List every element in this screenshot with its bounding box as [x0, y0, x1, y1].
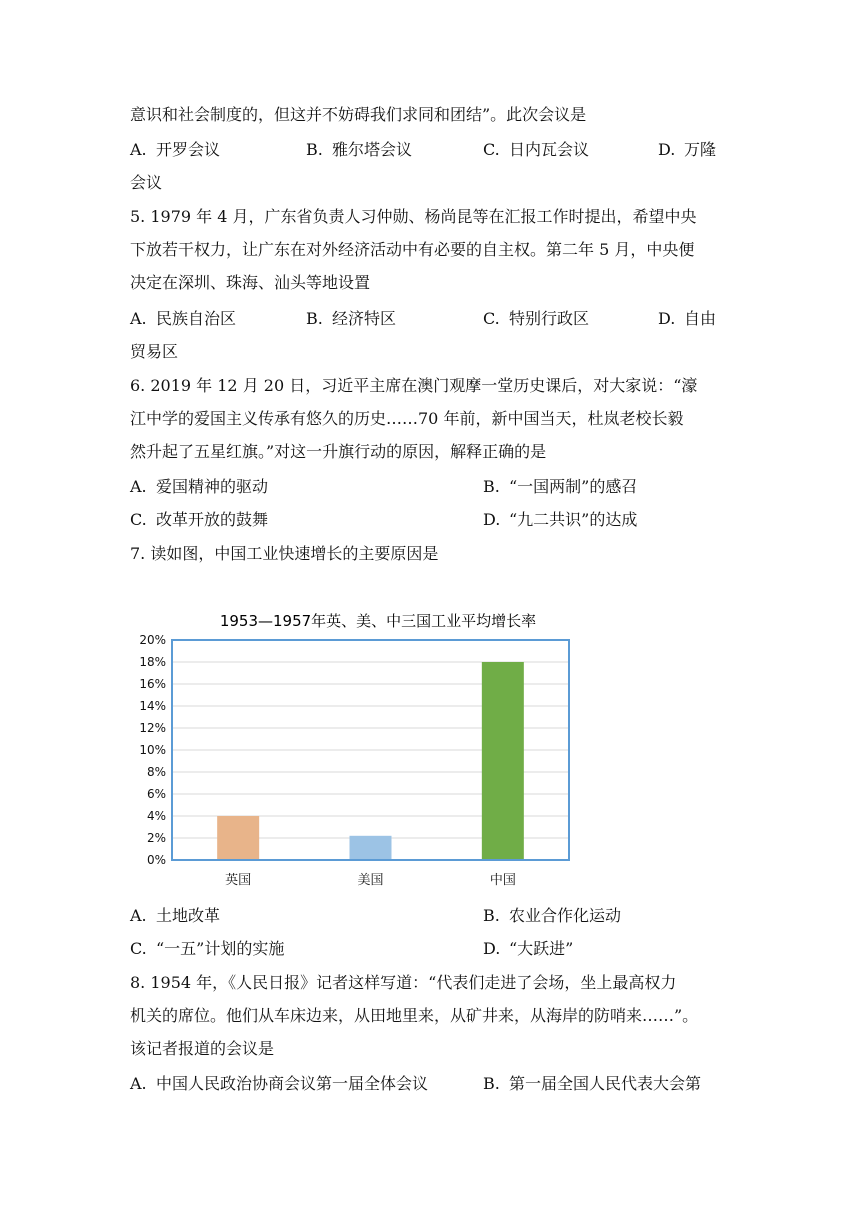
q5-option-d[interactable]	[658, 309, 716, 329]
option-text: “一国两制”的感召	[509, 477, 638, 496]
option-text: “一五”计划的实施	[156, 939, 285, 958]
q6-stem-line: 然升起了五星红旗。”对这一升旗行动的原因，解释正确的是	[130, 442, 547, 461]
q7-stem: 7. 读如图，中国工业快速增长的主要原因是	[130, 544, 439, 563]
q4-option-c[interactable]	[483, 140, 589, 160]
q8-stem-line: 该记者报道的会议是	[130, 1039, 275, 1058]
option-key: B.	[483, 1074, 500, 1093]
option-text: 第一届全国人民代表大会第	[509, 1074, 702, 1093]
chart-x-categories	[225, 872, 516, 888]
option-text: 开罗会议	[156, 140, 221, 159]
y-tick-label: 2%	[146, 831, 166, 845]
option-text: 自由	[684, 309, 717, 328]
q8-option-a[interactable]	[130, 1074, 428, 1094]
q4-stem-line: 意识和社会制度的，但这并不妨碍我们求同和团结”。此次会议是	[130, 105, 587, 124]
bar-2	[482, 662, 524, 860]
option-text: 特别行政区	[509, 309, 590, 328]
option-key: A.	[130, 309, 147, 328]
option-key: A.	[130, 1074, 147, 1093]
q5-stem-line: 5. 1979 年 4 月，广东省负责人习仲勋、杨尚昆等在汇报工作时提出，希望中央	[130, 207, 697, 226]
chart-svg	[128, 604, 588, 894]
q6-option-a[interactable]	[130, 477, 268, 497]
q4-option-d[interactable]	[658, 140, 716, 160]
q6-stem-line: 江中学的爱国主义传承有悠久的历史……70 年前，新中国当天，杜岚老校长毅	[130, 409, 684, 428]
option-key: B.	[306, 140, 323, 159]
option-text: 土地改革	[156, 906, 221, 925]
option-key: B.	[483, 477, 500, 496]
x-category-label: 美国	[357, 873, 384, 888]
y-tick-label: 6%	[146, 787, 166, 801]
y-tick-label: 10%	[139, 743, 166, 757]
q5-option-a[interactable]	[130, 309, 236, 329]
q6-option-d[interactable]	[483, 510, 637, 530]
y-tick-label: 8%	[146, 765, 166, 779]
chart-title: 1953—1957年英、美、中三国工业平均增长率	[219, 612, 537, 630]
option-text: 民族自治区	[156, 309, 237, 328]
option-text: 农业合作化运动	[509, 906, 622, 925]
q7-option-d[interactable]	[483, 939, 573, 959]
option-key: C.	[483, 140, 500, 159]
bar-1	[350, 836, 392, 860]
q6-stem-line: 6. 2019 年 12 月 20 日，习近平主席在澳门观摩一堂历史课后，对大家说：“濠	[130, 376, 698, 395]
q5-option-b[interactable]	[306, 309, 396, 329]
y-tick-label: 14%	[139, 699, 166, 713]
y-tick-label: 12%	[139, 721, 166, 735]
chart-bars	[217, 662, 524, 860]
q4-option-b[interactable]	[306, 140, 412, 160]
q4-option-a[interactable]	[130, 140, 220, 160]
option-text: 改革开放的鼓舞	[156, 510, 269, 529]
q5-stem-line: 下放若干权力，让广东在对外经济活动中有必要的自主权。第二年 5 月，中央便	[130, 240, 695, 259]
chart-y-ticks	[139, 633, 166, 867]
option-key: A.	[130, 477, 147, 496]
option-key: D.	[483, 939, 501, 958]
option-key: D.	[483, 510, 501, 529]
q8-option-b[interactable]	[483, 1074, 701, 1094]
q7-option-c[interactable]	[130, 939, 284, 959]
y-tick-label: 20%	[139, 633, 166, 647]
option-key: A.	[130, 140, 147, 159]
option-text: 日内瓦会议	[509, 140, 590, 159]
option-key: C.	[130, 510, 147, 529]
x-category-label: 中国	[489, 873, 516, 888]
q5-option-c[interactable]	[483, 309, 589, 329]
q6-option-c[interactable]	[130, 510, 268, 530]
option-text: 万隆	[684, 140, 717, 159]
q8-stem-line: 8. 1954 年，《人民日报》记者这样写道：“代表们走进了会场，坐上最高权力	[130, 973, 677, 992]
option-key: A.	[130, 906, 147, 925]
q4-option-wrap: 会议	[130, 173, 163, 192]
option-text: 雅尔塔会议	[332, 140, 413, 159]
bar-0	[217, 816, 259, 860]
option-key: B.	[483, 906, 500, 925]
y-tick-label: 4%	[146, 809, 166, 823]
q7-option-b[interactable]	[483, 906, 621, 926]
option-key: C.	[130, 939, 147, 958]
y-tick-label: 0%	[146, 853, 166, 867]
option-text: “大跃进”	[509, 939, 574, 958]
q6-option-b[interactable]	[483, 477, 637, 497]
option-key: D.	[658, 140, 676, 159]
q5-stem-line: 决定在深圳、珠海、汕头等地设置	[130, 273, 371, 292]
q5-option-wrap: 贸易区	[130, 342, 179, 361]
option-text: 中国人民政治协商会议第一届全体会议	[156, 1074, 429, 1093]
option-text: 经济特区	[332, 309, 397, 328]
option-text: “九二共识”的达成	[509, 510, 638, 529]
option-key: D.	[658, 309, 676, 328]
x-category-label: 英国	[225, 873, 252, 888]
option-text: 爱国精神的驱动	[156, 477, 269, 496]
y-tick-label: 16%	[139, 677, 166, 691]
q7-option-a[interactable]	[130, 906, 220, 926]
option-key: C.	[483, 309, 500, 328]
option-key: B.	[306, 309, 323, 328]
y-tick-label: 18%	[139, 655, 166, 669]
q8-stem-line: 机关的席位。他们从车床边来，从田地里来，从矿井来，从海岸的防哨来……”。	[130, 1006, 699, 1025]
growth-rate-bar-chart	[128, 604, 588, 894]
